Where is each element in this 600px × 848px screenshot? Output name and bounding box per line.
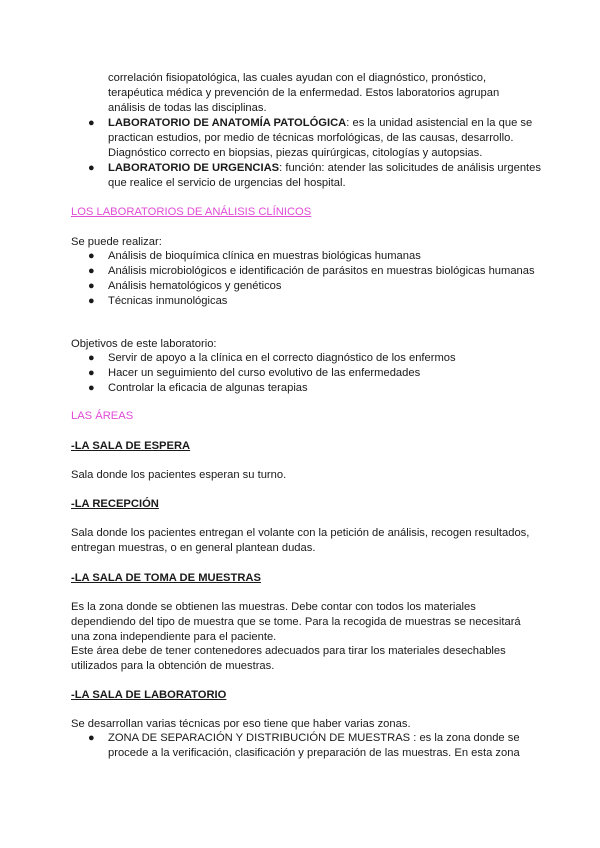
bullet-icon: ● [88, 382, 95, 394]
labs-list [71, 249, 541, 309]
recepcion-text: Sala donde los pacientes entregan el volante con la petición de análisis, recogen resultados, entregan muestras, o en general plantean dudas. [71, 527, 530, 554]
list-item-text: Servir de apoyo a la clínica en el correcto diagnóstico de los enfermos [108, 352, 456, 364]
list-item [71, 351, 541, 366]
toma-muestras-text-2: Este área debe de tener contenedores adecuados para tirar los materiales desechables utilizados para la obtención de muestras. [71, 645, 506, 672]
list-item [71, 366, 541, 381]
bullet-icon: ● [88, 295, 95, 307]
lab-description: : función: atender las solicitudes de análisis urgentes que realice el servicio de urgencias del hospital. [108, 162, 541, 189]
list-item [71, 279, 541, 294]
bullet-icon: ● [88, 162, 95, 174]
bullet-icon: ● [88, 117, 95, 129]
list-item [71, 264, 541, 279]
sala-laboratorio-text: Se desarrollan varias técnicas por eso tiene que haber varias zonas. [71, 718, 411, 730]
labs-intro: Se puede realizar: [71, 236, 162, 248]
toma-muestras-text-1: Es la zona donde se obtienen las muestras. Debe contar con todos los materiales dependiendo del tipo de muestra que se tome. Para la recogida de muestras se necesitará una zona independiente para el paciente. [71, 601, 521, 643]
bullet-icon: ● [88, 250, 95, 262]
bullet-icon: ● [88, 280, 95, 292]
sala-espera-text: Sala donde los pacientes esperan su turno. [71, 469, 287, 481]
list-item [71, 381, 541, 396]
list-item-text: ZONA DE SEPARACIÓN Y DISTRIBUCIÓN DE MUESTRAS : es la zona donde se procede a la verificación, clasificación y preparación de las muestras. En esta zona [108, 732, 520, 759]
list-item [71, 161, 541, 191]
heading-sala-laboratorio: -LA SALA DE LABORATORIO [71, 689, 227, 701]
top-lab-list [71, 116, 541, 191]
objectives-intro: Objetivos de este laboratorio: [71, 338, 217, 350]
lab-name: LABORATORIO DE ANATOMÍA PATOLÓGICA [108, 117, 347, 129]
heading-sala-espera: -LA SALA DE ESPERA [71, 440, 191, 452]
list-item [71, 116, 541, 161]
heading-toma-muestras: -LA SALA DE TOMA DE MUESTRAS [71, 572, 261, 584]
list-item-text: Técnicas inmunológicas [108, 295, 228, 307]
section-title-labs: LOS LABORATORIOS DE ANÁLISIS CLÍNICOS [71, 206, 312, 218]
bullet-icon: ● [88, 367, 95, 379]
list-item-text: Análisis hematológicos y genéticos [108, 280, 282, 292]
list-item-text: Análisis de bioquímica clínica en muestras biológicas humanas [108, 250, 421, 262]
list-item-text: Controlar la eficacia de algunas terapias [108, 382, 308, 394]
heading-recepcion: -LA RECEPCIÓN [71, 498, 159, 510]
laboratory-zones-list [71, 731, 541, 761]
list-item [71, 294, 541, 309]
bullet-icon: ● [88, 352, 95, 364]
list-item [71, 249, 541, 264]
continuation-paragraph: correlación fisiopatológica, las cuales ayudan con el diagnóstico, pronóstico, terapéutica médica y prevención de la enfermedad. Estos laboratorios agrupan análisis de todas las disciplinas. [108, 72, 500, 114]
objectives-list [71, 351, 541, 396]
bullet-icon: ● [88, 732, 95, 744]
list-item-text: Análisis microbiológicos e identificación de parásitos en muestras biológicas humanas [108, 265, 535, 277]
lab-name: LABORATORIO DE URGENCIAS [108, 162, 280, 174]
list-item [71, 731, 541, 761]
list-item-text: Hacer un seguimiento del curso evolutivo de las enfermedades [108, 367, 421, 379]
bullet-icon: ● [88, 265, 95, 277]
lab-description: : es la unidad asistencial en la que se practican estudios, por medio de técnicas morfológicas, de las causas, desarrollo. Diagnóstico correcto en biopsias, piezas quirúrgicas, citologías y autopsias. [108, 117, 533, 159]
section-title-areas: LAS ÁREAS [71, 410, 134, 422]
